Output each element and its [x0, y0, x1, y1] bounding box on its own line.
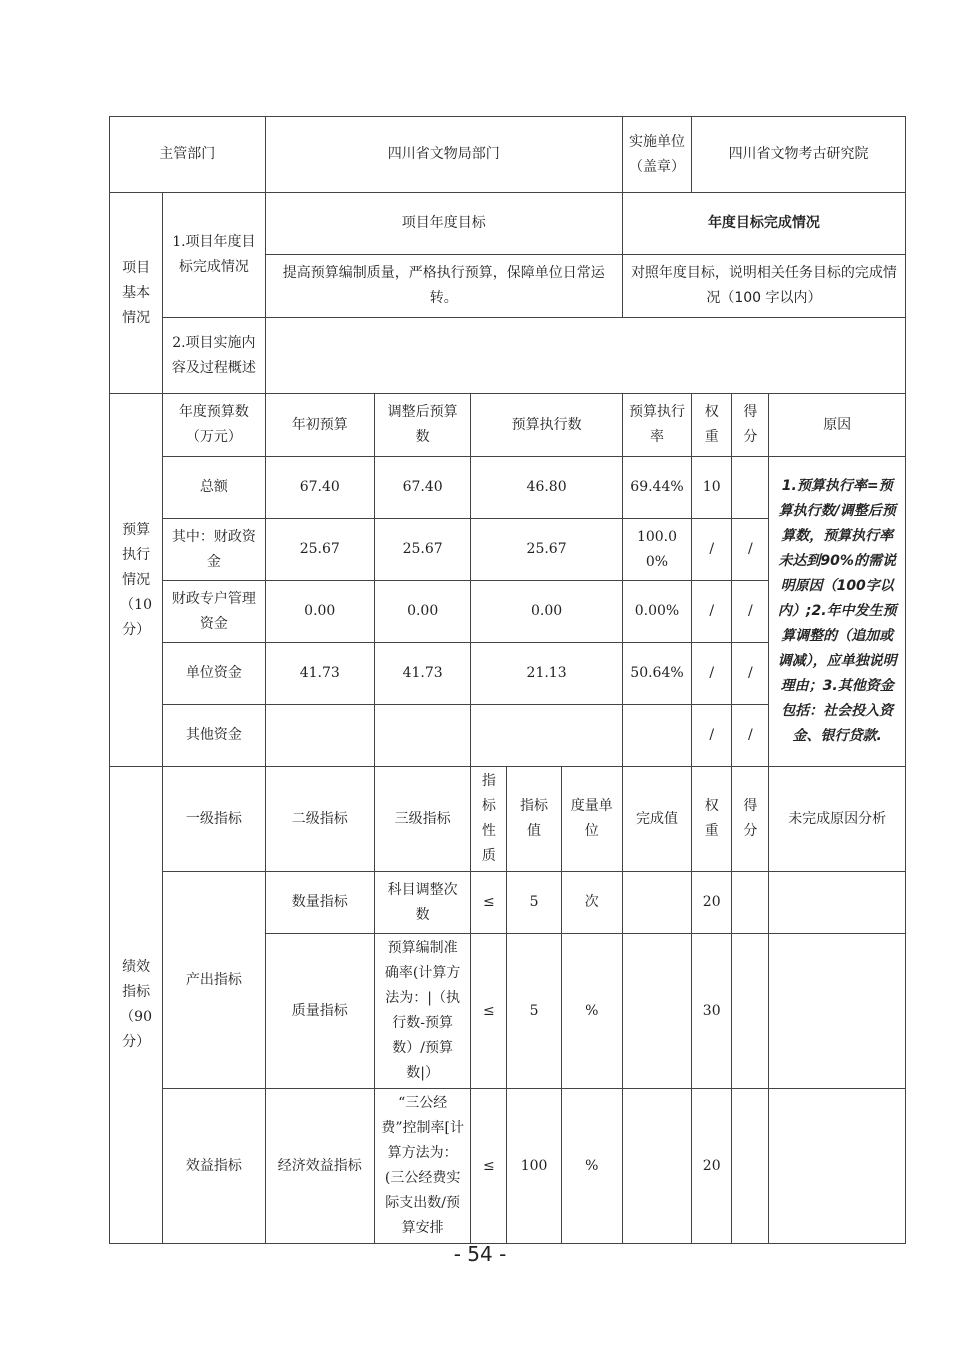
annual-goal-value: 提高预算编制质量，严格执行预算，保障单位日常运转。	[265, 255, 622, 318]
perf-unit-header: 度量单位	[561, 767, 622, 872]
perf-target-header: 指标值	[507, 767, 561, 872]
basic-section-label: 项目基本情况	[110, 193, 163, 394]
budget-reason-header: 原因	[769, 394, 906, 457]
budget-row-rate: 100.00%	[622, 519, 691, 581]
budget-row-initial: 25.67	[265, 519, 374, 581]
performance-section-label: 绩效指标（90分）	[110, 767, 163, 1244]
budget-score-header: 得分	[732, 394, 769, 457]
perf-output-label: 产出指标	[163, 872, 265, 1089]
perf-row-nature: ≤	[471, 872, 507, 934]
perf-row-weight: 20	[692, 1089, 732, 1244]
budget-weight-header: 权重	[692, 394, 732, 457]
budget-row-executed: 21.13	[471, 643, 623, 705]
budget-row-executed: 46.80	[471, 457, 623, 519]
budget-row-name: 财政专户管理资金	[163, 581, 265, 643]
perf-row-actual	[622, 872, 691, 934]
budget-row-executed: 25.67	[471, 519, 623, 581]
budget-row	[110, 457, 906, 519]
budget-row-initial: 0.00	[265, 581, 374, 643]
budget-row-name: 单位资金	[163, 643, 265, 705]
budget-annual-header: 年度预算数（万元）	[163, 394, 265, 457]
budget-row-adjusted: 0.00	[374, 581, 470, 643]
perf-score-header: 得分	[732, 767, 769, 872]
budget-row-initial	[265, 705, 374, 767]
performance-row	[110, 1089, 906, 1244]
budget-row-adjusted: 25.67	[374, 519, 470, 581]
completion-header: 年度目标完成情况	[622, 193, 905, 255]
budget-row-initial: 41.73	[265, 643, 374, 705]
budget-row-rate: 69.44%	[622, 457, 691, 519]
perf-level1-header: 一级指标	[163, 767, 265, 872]
unit-label: 实施单位 （盖章）	[622, 117, 691, 193]
perf-level3-header: 三级指标	[374, 767, 470, 872]
budget-row-weight: /	[692, 581, 732, 643]
basic-item2-row	[110, 318, 906, 394]
budget-row-weight: 10	[692, 457, 732, 519]
budget-row-name: 总额	[163, 457, 265, 519]
budget-section-label: 预算执行情况（10分）	[110, 394, 163, 767]
budget-executed-header: 预算执行数	[471, 394, 623, 457]
budget-row-rate: 50.64%	[622, 643, 691, 705]
budget-row-adjusted: 41.73	[374, 643, 470, 705]
budget-row-name: 其他资金	[163, 705, 265, 767]
perf-row-reason	[769, 934, 906, 1089]
perf-row-target: 5	[507, 872, 561, 934]
budget-initial-header: 年初预算	[265, 394, 374, 457]
budget-row-score	[732, 457, 769, 519]
perf-row-actual	[622, 1089, 691, 1244]
budget-row-score: /	[732, 519, 769, 581]
perf-row-weight: 20	[692, 872, 732, 934]
perf-row-reason	[769, 1089, 906, 1244]
budget-row-adjusted	[374, 705, 470, 767]
item1-label: 1.项目年度目标完成情况	[163, 193, 265, 318]
perf-row-level3: “三公经费”控制率[计算方法为：(三公经费实际支出数/预算安排	[374, 1089, 470, 1244]
perf-level2-header: 二级指标	[265, 767, 374, 872]
budget-row-name: 其中：财政资金	[163, 519, 265, 581]
perf-row-nature: ≤	[471, 1089, 507, 1244]
perf-row-reason	[769, 872, 906, 934]
budget-rate-header: 预算执行率	[622, 394, 691, 457]
performance-evaluation-table	[109, 116, 906, 1244]
header-row	[110, 117, 906, 193]
perf-row-level2: 质量指标	[265, 934, 374, 1089]
perf-row-score	[732, 872, 769, 934]
budget-adjusted-header: 调整后预算数	[374, 394, 470, 457]
perf-row-level2: 经济效益指标	[265, 1089, 374, 1244]
perf-benefit-label: 效益指标	[163, 1089, 265, 1244]
performance-header-row	[110, 767, 906, 872]
perf-nature-header: 指标性质	[471, 767, 507, 872]
perf-row-target: 100	[507, 1089, 561, 1244]
perf-row-weight: 30	[692, 934, 732, 1089]
perf-actual-header: 完成值	[622, 767, 691, 872]
perf-row-unit: 次	[561, 872, 622, 934]
completion-value: 对照年度目标，说明相关任务目标的完成情况（100 字以内）	[622, 255, 905, 318]
page-number: - 54 -	[453, 1242, 507, 1266]
basic-goal-header-row	[110, 193, 906, 255]
dept-value: 四川省文物局部门	[265, 117, 622, 193]
budget-reason-note: 1.预算执行率=预算执行数/调整后预算数，预算执行率未达到90%的需说明原因（100字以内）;2.年中发生预算调整的（追加或调减），应单独说明理由；3.其他资金包括：社会投入资金、银行贷款.	[769, 457, 906, 767]
budget-row-score: /	[732, 581, 769, 643]
perf-row-unit: %	[561, 934, 622, 1089]
budget-row-rate: 0.00%	[622, 581, 691, 643]
perf-row-level3: 预算编制准确率(计算方法为：|（执行数-预算数）/预算数|）	[374, 934, 470, 1089]
budget-row-rate	[622, 705, 691, 767]
budget-row-initial: 67.40	[265, 457, 374, 519]
perf-row-nature: ≤	[471, 934, 507, 1089]
perf-row-level2: 数量指标	[265, 872, 374, 934]
budget-row-score: /	[732, 705, 769, 767]
item2-label: 2.项目实施内容及过程概述	[163, 318, 265, 394]
budget-row-weight: /	[692, 643, 732, 705]
perf-row-level3: 科目调整次数	[374, 872, 470, 934]
budget-row-weight: /	[692, 705, 732, 767]
budget-row-adjusted: 67.40	[374, 457, 470, 519]
perf-row-score	[732, 1089, 769, 1244]
budget-row-executed	[471, 705, 623, 767]
budget-header-row	[110, 394, 906, 457]
budget-row-executed: 0.00	[471, 581, 623, 643]
item2-value	[265, 318, 905, 394]
perf-row-unit: %	[561, 1089, 622, 1244]
perf-row-score	[732, 934, 769, 1089]
budget-row-weight: /	[692, 519, 732, 581]
perf-row-target: 5	[507, 934, 561, 1089]
perf-row-actual	[622, 934, 691, 1089]
performance-row	[110, 872, 906, 934]
perf-weight-header: 权重	[692, 767, 732, 872]
annual-goal-header: 项目年度目标	[265, 193, 622, 255]
dept-label: 主管部门	[110, 117, 266, 193]
unit-value: 四川省文物考古研究院	[692, 117, 906, 193]
perf-reason-header: 未完成原因分析	[769, 767, 906, 872]
budget-row-score: /	[732, 643, 769, 705]
